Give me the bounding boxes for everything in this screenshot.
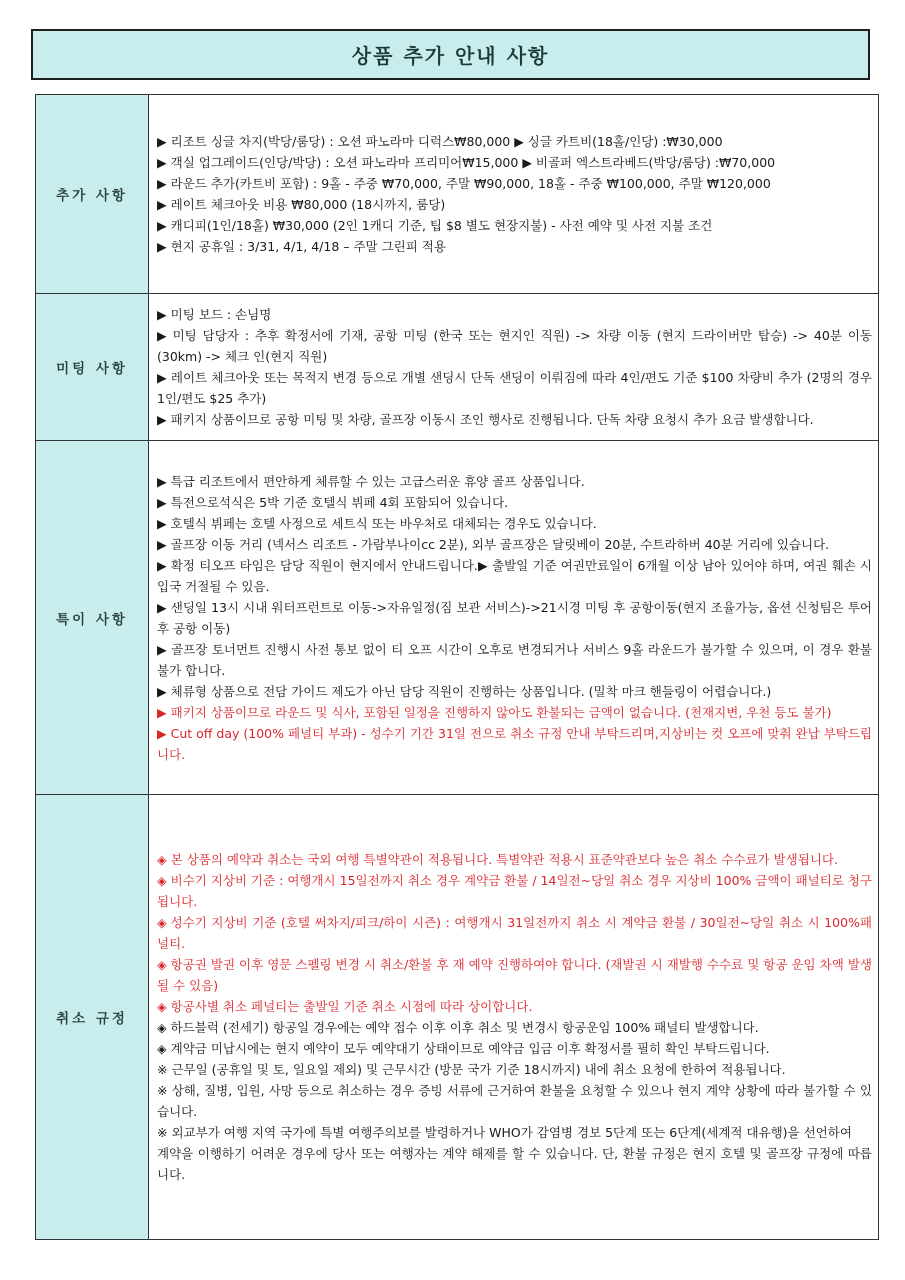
list-item-text: 항공권 발권 이후 영문 스펠링 변경 시 취소/환불 후 재 예약 진행하여야 합니다. (재발권 시 재발행 수수료 및 항공 운임 차액 발생 될 수 있음) <box>157 957 872 993</box>
section-content <box>149 294 879 441</box>
section-row-additional <box>36 95 879 294</box>
triangle-bullet-icon: ▶ <box>157 412 167 427</box>
list-item-text: 캐디피(1인/18홀) ₩30,000 (2인 1캐디 기준, 팁 $8 별도 현장지불) - 사전 예약 및 사전 지불 조건 <box>170 218 713 233</box>
triangle-bullet-icon: ▶ <box>157 134 167 149</box>
diamond-bullet-icon: ◈ <box>157 1020 167 1035</box>
section-row-cancellation <box>36 795 879 1240</box>
list-item <box>157 325 872 367</box>
list-item <box>157 236 872 257</box>
list-item <box>157 912 872 954</box>
triangle-bullet-icon: ▶ <box>157 557 167 573</box>
list-item-text: 레이트 체크아웃 또는 목적지 변경 등으로 개별 샌딩시 단독 샌딩이 이뤄짐에 따라 4인/편도 기준 $100 차량비 추가 (2명의 경우 1인/편도 $25 추가) <box>157 370 872 406</box>
triangle-bullet-icon: ▶ <box>157 494 167 510</box>
section-row-special-notes <box>36 441 879 795</box>
triangle-bullet-icon: ▶ <box>157 370 167 385</box>
list-item-text: 계약금 미납시에는 현지 예약이 모두 예약대기 상태이므로 예약금 입금 이후 확정서를 필히 확인 부탁드립니다. <box>170 1041 770 1056</box>
list-item-text: 특전으로석식은 5박 기준 호텔식 뷔페 4회 포함되어 있습니다. <box>170 494 509 510</box>
list-item <box>157 492 872 513</box>
list-item-text: 상해, 질병, 입원, 사망 등으로 취소하는 경우 증빙 서류에 근거하여 환불을 요청할 수 있으나 현지 계약 상황에 따라 불가할 수 있습니다. <box>157 1083 872 1119</box>
list-item <box>157 1059 872 1080</box>
triangle-bullet-icon: ▶ <box>157 176 167 191</box>
list-item <box>157 534 872 555</box>
list-item-text: 미팅 담당자 : 추후 확정서에 기재, 공항 미팅 (한국 또는 현지인 직원) -> 차량 이동 (현지 드라이버만 탑승) -> 40분 이동 (30km) -> 체크 인(현지 직원) <box>157 328 872 364</box>
list-item-text: 샌딩일 13시 시내 워터프런트로 이동->자유일정(짐 보관 서비스)->21시경 미팅 후 공항이동(현지 조율가능, 옵션 신청팀은 투어후 공항 이동) <box>157 599 872 636</box>
list-item <box>157 723 872 765</box>
list-item-text: 레이트 체크아웃 비용 ₩80,000 (18시까지, 룸당) <box>170 197 446 212</box>
diamond-bullet-icon: ◈ <box>157 957 167 972</box>
list-item-text: 골프장 토너먼트 진행시 사전 통보 없이 티 오프 시간이 오후로 변경되거나 서비스 9홀 라운드가 불가할 수 있으며, 이 경우 환불 불가 합니다. <box>157 641 872 678</box>
list-item <box>157 215 872 236</box>
list-item-text: 리조트 싱글 차지(박당/룸당) : 오션 파노라마 디럭스₩80,000 ▶ 싱글 카트비(18홀/인당) :₩30,000 <box>170 134 723 149</box>
list-item-text: 성수기 지상비 기준 (호텔 써차지/피크/하이 시즌) : 여행개시 31일전까지 취소 시 계약금 환불 / 30일전~당일 취소 시 100%패널티. <box>157 915 872 951</box>
triangle-bullet-icon: ▶ <box>157 307 167 322</box>
section-content <box>149 795 879 1240</box>
list-item <box>157 471 872 492</box>
list-item <box>157 954 872 996</box>
reference-mark-icon: ※ <box>157 1062 168 1077</box>
list-item <box>157 1122 872 1143</box>
triangle-bullet-icon: ▶ <box>157 515 167 531</box>
list-item <box>157 870 872 912</box>
list-item <box>157 152 872 173</box>
section-label: 특이 사항 <box>36 441 149 795</box>
info-table <box>35 94 879 1240</box>
triangle-bullet-icon: ▶ <box>157 683 167 699</box>
list-item-text: 호텔식 뷔페는 호텔 사정으로 세트식 또는 바우처로 대체되는 경우도 있습니다. <box>170 515 597 531</box>
triangle-bullet-icon: ▶ <box>157 704 167 720</box>
triangle-bullet-icon: ▶ <box>157 473 167 489</box>
list-item-text: 본 상품의 예약과 취소는 국외 여행 특별약관이 적용됩니다. 특별약관 적용시 표준약관보다 높은 취소 수수료가 발생됩니다. <box>170 852 838 867</box>
section-label: 미팅 사항 <box>36 294 149 441</box>
list-item-text: 계약을 이행하기 어려운 경우에 당사 또는 여행자는 계약 해제를 할 수 있습니다. 단, 환불 규정은 현지 호텔 및 골프장 규정에 따릅니다. <box>157 1146 872 1182</box>
reference-mark-icon: ※ <box>157 1125 168 1140</box>
triangle-bullet-icon: ▶ <box>157 239 167 254</box>
list-item-text: 객실 업그레이드(인당/박당) : 오션 파노라마 프리미어₩15,000 ▶ 비골퍼 엑스트라베드(박당/룸당) :₩70,000 <box>170 155 776 170</box>
diamond-bullet-icon: ◈ <box>157 852 167 867</box>
diamond-bullet-icon: ◈ <box>157 915 167 930</box>
reference-mark-icon: ※ <box>157 1083 168 1098</box>
list-item-text: 체류형 상품으로 전담 가이드 제도가 아닌 담당 직원이 진행하는 상품입니다. (밀착 마크 핸들링이 어렵습니다.) <box>170 683 772 699</box>
list-item-text: 항공사별 취소 페널티는 출발일 기준 취소 시점에 따라 상이합니다. <box>170 999 533 1014</box>
list-item-text: 근무일 (공휴일 및 토, 일요일 제외) 및 근무시간 (방문 국가 기준 18시까지) 내에 취소 요청에 한하여 적용됩니다. <box>171 1062 786 1077</box>
triangle-bullet-icon: ▶ <box>157 218 167 233</box>
triangle-bullet-icon: ▶ <box>157 197 167 212</box>
list-item <box>157 849 872 870</box>
diamond-bullet-icon: ◈ <box>157 999 167 1014</box>
diamond-bullet-icon: ◈ <box>157 873 167 888</box>
section-row-meeting <box>36 294 879 441</box>
list-item <box>157 1017 872 1038</box>
page-title: 상품 추가 안내 사항 <box>351 44 550 68</box>
list-item <box>157 1080 872 1122</box>
list-item <box>157 173 872 194</box>
list-item <box>157 702 872 723</box>
list-item <box>157 409 872 430</box>
triangle-bullet-icon: ▶ <box>157 536 167 552</box>
list-item <box>157 681 872 702</box>
list-item-text: Cut off day (100% 페널티 부과) - 성수기 기간 31일 전으로 취소 규정 안내 부탁드리며,지상비는 컷 오프에 맞춰 완납 부탁드립니다. <box>157 725 872 762</box>
section-label: 추가 사항 <box>36 95 149 294</box>
list-item-text: 현지 공휴일 : 3/31, 4/1, 4/18 – 주말 그린피 적용 <box>170 239 446 254</box>
list-item <box>157 304 872 325</box>
list-item-text: 패키지 상품이므로 라운드 및 식사, 포함된 일정을 진행하지 않아도 환불되는 금액이 없습니다. (천재지변, 우천 등도 불가) <box>170 704 832 720</box>
section-label: 취소 규정 <box>36 795 149 1240</box>
list-item <box>157 597 872 639</box>
list-item <box>157 367 872 409</box>
list-item <box>157 996 872 1017</box>
triangle-bullet-icon: ▶ <box>157 328 169 343</box>
list-item <box>157 555 872 597</box>
triangle-bullet-icon: ▶ <box>157 155 167 170</box>
list-item <box>157 639 872 681</box>
triangle-bullet-icon: ▶ <box>157 599 167 615</box>
diamond-bullet-icon: ◈ <box>157 1041 167 1056</box>
list-item <box>157 131 872 152</box>
list-item-text: 패키지 상품이므로 공항 미팅 및 차량, 골프장 이동시 조인 행사로 진행됩니다. 단독 차량 요청시 추가 요금 발생합니다. <box>170 412 814 427</box>
list-item <box>157 194 872 215</box>
list-item-text: 비수기 지상비 기준 : 여행개시 15일전까지 취소 경우 계약금 환불 / 14일전~당일 취소 경우 지상비 100% 금액이 패널티로 청구됩니다. <box>157 873 872 909</box>
triangle-bullet-icon: ▶ <box>157 725 167 741</box>
list-item <box>157 1143 872 1185</box>
list-item-text: 하드블럭 (전세기) 항공일 경우에는 예약 접수 이후 이후 취소 및 변경시 항공운임 100% 패널티 발생합니다. <box>170 1020 759 1035</box>
section-content <box>149 441 879 795</box>
list-item <box>157 513 872 534</box>
list-item-text: 외교부가 여행 지역 국가에 특별 여행주의보를 발령하거나 WHO가 감염병 경보 5단계 또는 6단계(세계적 대유행)을 선언하여 <box>171 1125 852 1140</box>
list-item-text: 라운드 추가(카트비 포함) : 9홀 - 주중 ₩70,000, 주말 ₩90,000, 18홀 - 주중 ₩100,000, 주말 ₩120,000 <box>170 176 771 191</box>
triangle-bullet-icon: ▶ <box>157 641 168 657</box>
list-item-text: 미팅 보드 : 손님명 <box>170 307 272 322</box>
list-item-text: 확정 티오프 타임은 담당 직원이 현지에서 안내드립니다.▶ 출발일 기준 여권만료일이 6개월 이상 남아 있어야 하며, 여권 훼손 시 입국 거절될 수 있음. <box>157 557 872 594</box>
page-title-box <box>31 29 870 80</box>
section-content <box>149 95 879 294</box>
list-item-text: 골프장 이동 거리 (넥서스 리조트 - 가람부나이cc 2분), 외부 골프장은 달릿베이 20분, 수트라하버 40분 거리에 있습니다. <box>170 536 830 552</box>
list-item <box>157 1038 872 1059</box>
list-item-text: 특급 리조트에서 편안하게 체류할 수 있는 고급스러운 휴양 골프 상품입니다. <box>170 473 585 489</box>
